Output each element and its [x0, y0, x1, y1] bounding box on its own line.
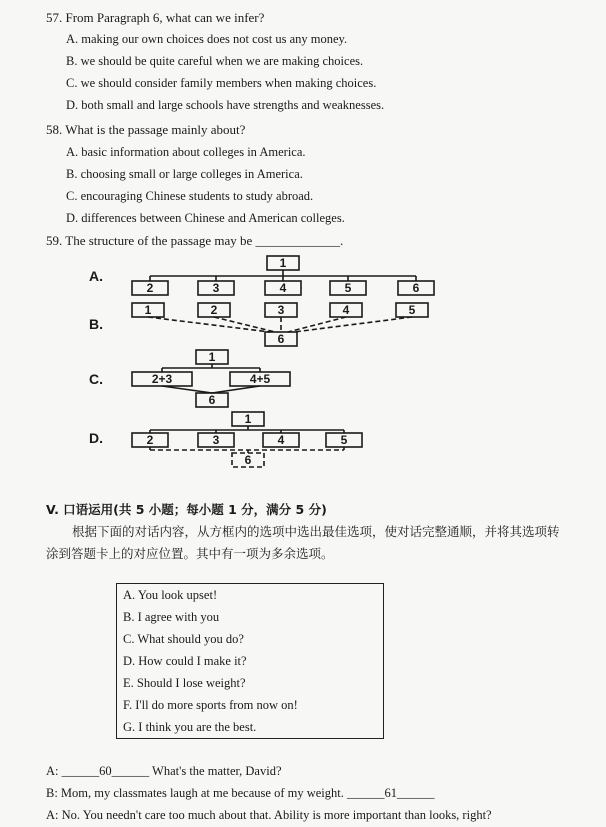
diagram-c-top: 1 — [208, 350, 216, 364]
diagram-a-top: 1 — [279, 256, 287, 270]
diagram-c-letter: C. — [89, 371, 103, 387]
options-box — [116, 583, 384, 739]
q58-option-d: D. differences between Chinese and American colleges. — [66, 211, 345, 225]
question-57-stem: 57. From Paragraph 6, what can we infer? — [46, 10, 265, 25]
q57-option-b: B. we should be quite careful when we are making choices. — [66, 54, 364, 68]
diagram-a-box: 2 — [146, 281, 154, 295]
diagram-b-box: 5 — [408, 303, 416, 317]
diagram-b-box: 4 — [342, 303, 350, 317]
q57-option-a: A. making our own choices does not cost us any money. — [66, 32, 348, 46]
diagram-b-letter: B. — [89, 316, 103, 332]
box-option-g: G. I think you are the best. — [123, 720, 257, 734]
diagram-d-box: 3 — [212, 433, 220, 447]
diagram-d-box: 5 — [340, 433, 348, 447]
question-58-stem: 58. What is the passage mainly about? — [46, 122, 246, 137]
box-option-a: A. You look upset! — [123, 588, 218, 602]
q58-option-a: A. basic information about colleges in America. — [66, 145, 306, 159]
box-option-e: E. Should I lose weight? — [123, 676, 246, 690]
diagram-a-box: 4 — [279, 281, 287, 295]
diagram-b-box: 2 — [210, 303, 218, 317]
section-5-heading: V. 口语运用(共 5 小题；每小题 1 分，满分 5 分) — [46, 502, 327, 517]
box-option-f: F. I'll do more sports from now on! — [123, 698, 298, 712]
diagram-a-box: 6 — [412, 281, 420, 295]
box-option-d: D. How could I make it? — [123, 654, 247, 668]
box-option-b: B. I agree with you — [123, 610, 220, 624]
diagram-c-box: 4+5 — [249, 372, 271, 386]
diagram-a-letter: A. — [89, 268, 103, 284]
q57-option-d: D. both small and large schools have strengths and weaknesses. — [66, 98, 385, 112]
diagram-b-bottom: 6 — [277, 332, 285, 346]
diagram-a-box: 5 — [344, 281, 352, 295]
diagram-a-box: 3 — [212, 281, 220, 295]
q57-option-c: C. we should consider family members when making choices. — [66, 76, 377, 90]
dialogue-line-3: A: No. You needn't care too much about that. Ability is more important than looks, right? — [46, 808, 492, 822]
diagram-c-box: 2+3 — [151, 372, 173, 386]
dialogue-line-2: B: Mom, my classmates laugh at me because of my weight. ______61______ — [46, 786, 435, 800]
diagram-d-box: 2 — [146, 433, 154, 447]
dialogue-line-1: A: ______60______ What's the matter, David? — [46, 764, 282, 778]
question-59-stem: 59. The structure of the passage may be _____________. — [46, 233, 344, 248]
diagram-b-box: 3 — [277, 303, 285, 317]
section-5-instruction-line2: 涂到答题卡上的对应位置。其中有一项为多余选项。 — [46, 546, 334, 561]
diagram-d-bottom: 6 — [244, 453, 252, 467]
diagram-d-box: 4 — [277, 433, 285, 447]
diagram-d-letter: D. — [89, 430, 103, 446]
diagram-c-bottom: 6 — [208, 393, 216, 407]
box-option-c: C. What should you do? — [123, 632, 244, 646]
q58-option-c: C. encouraging Chinese students to study abroad. — [66, 189, 314, 203]
diagram-b-box: 1 — [144, 303, 152, 317]
diagram-d-top: 1 — [244, 412, 252, 426]
q58-option-b: B. choosing small or large colleges in America. — [66, 167, 303, 181]
section-5-instruction-line1: 根据下面的对话内容，从方框内的选项中选出最佳选项，使对话完整通顺，并将其选项转 — [72, 524, 560, 539]
